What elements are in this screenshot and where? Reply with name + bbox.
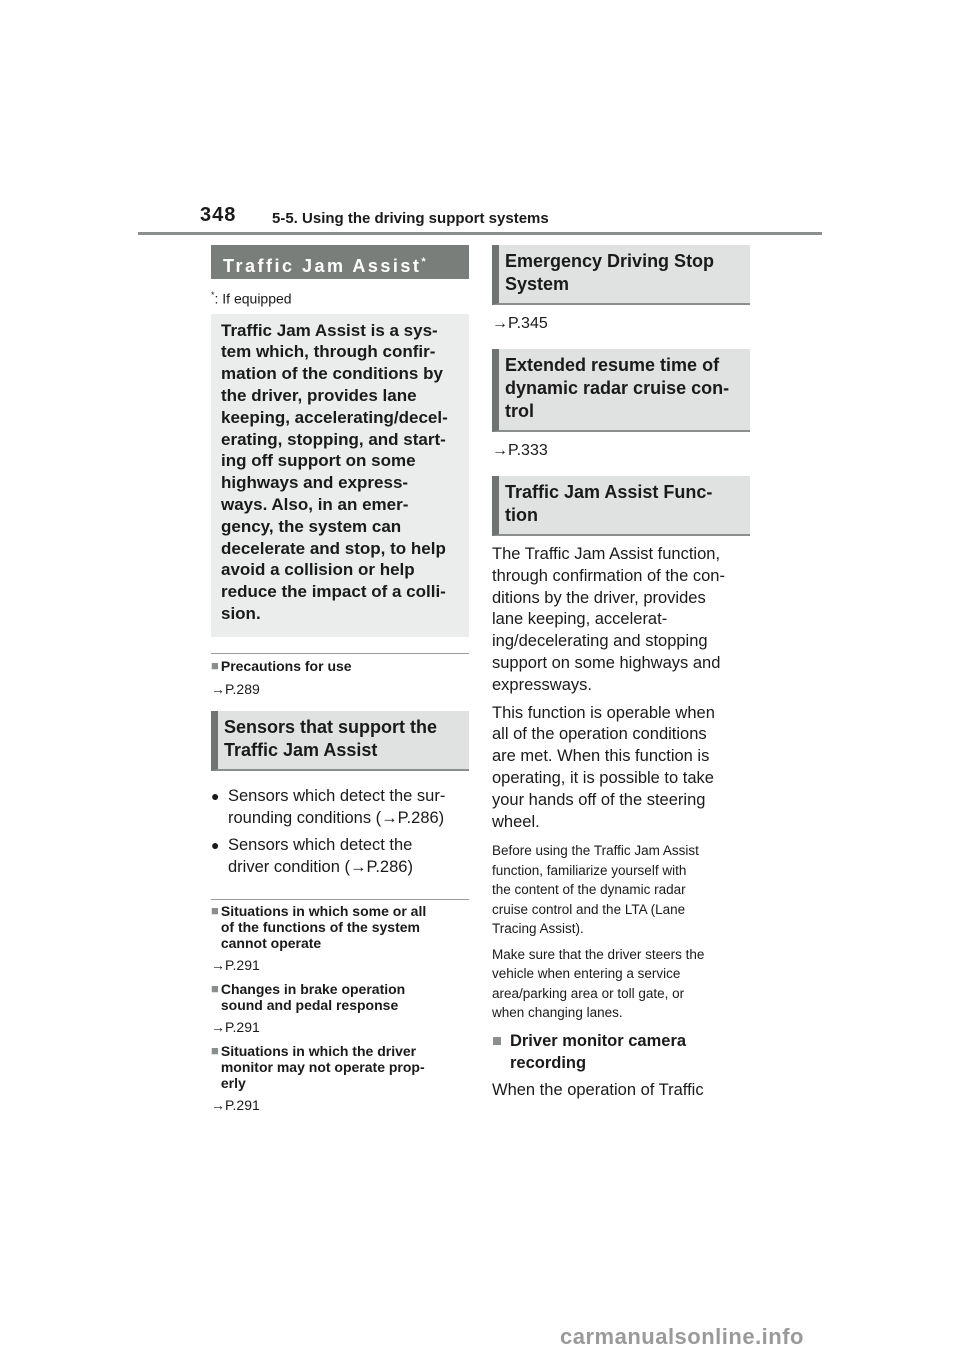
square-bullet-icon: ■ xyxy=(211,657,219,673)
situation-heading xyxy=(211,981,469,1013)
page-ref: P.333 xyxy=(508,442,548,459)
page-ref: P.291 xyxy=(225,1019,260,1035)
arrow-icon: → xyxy=(492,442,508,459)
bullet-item xyxy=(211,835,469,879)
situation-reference[interactable] xyxy=(211,1019,469,1035)
section-heading-traffic-jam-assist xyxy=(211,245,469,279)
situation-heading xyxy=(211,1043,469,1091)
situation-title: Situations in which the driver monitor may not operate prop- erly xyxy=(220,1043,425,1091)
precautions-reference[interactable] xyxy=(211,681,469,697)
heading-footnote-mark: * xyxy=(421,256,426,268)
right-column xyxy=(492,245,750,1102)
situation-title: Situations in which some or all of the functions of the system cannot operate xyxy=(220,903,427,951)
footnote-mark: * xyxy=(211,290,215,300)
bullet-text: Sensors which detect the driver condition (→P.286) xyxy=(228,836,413,877)
sub-heading-text: Driver monitor camera recording xyxy=(509,1031,687,1072)
divider xyxy=(211,899,469,900)
footnote-text: : If equipped xyxy=(214,290,292,307)
intro-box: Traffic Jam Assist is a sys- tem which, through confir- mation of the conditions by the driver, provides lane keeping, accelerating/decel- erating, stopping, and start- ing off support on some highways and express- ways. Also, in an emer- gency, the system can decelerate and stop, to help avoid a collision or help reduce the impact of a colli- sion. xyxy=(211,314,469,637)
situation-reference[interactable] xyxy=(211,957,469,973)
square-bullet-icon: ■ xyxy=(211,903,219,918)
note-text: Make sure that the driver steers the vehicle when entering a service area/parking area or toll gate, or when changing lanes. xyxy=(492,946,705,1021)
bullet-dot-icon: ● xyxy=(211,787,220,804)
bullet-item xyxy=(211,786,469,830)
note-text: Before using the Traffic Jam Assist function, familiarize yourself with the content of the dynamic radar cruise control and the LTA (Lane Tracing Assist). xyxy=(492,843,699,937)
header-rule xyxy=(138,232,822,235)
arrow-icon: → xyxy=(492,315,508,332)
page-ref: P.289 xyxy=(225,680,260,697)
square-bullet-icon: ■ xyxy=(211,1043,219,1058)
situation-heading xyxy=(211,903,469,951)
arrow-icon: → xyxy=(211,1097,225,1113)
page-ref: P.291 xyxy=(225,957,260,973)
paragraph: When the operation of Traffic xyxy=(492,1081,704,1100)
left-column xyxy=(211,245,469,1113)
paragraph: The Traffic Jam Assist function, through confirmation of the con- ditions by the driver, provides lane keeping, accelerat- ing/decelerating and stopping support on some highways and expressways. xyxy=(492,545,725,694)
extended-resume-reference[interactable] xyxy=(492,442,750,460)
chapter-title: 5-5. Using the driving support systems xyxy=(272,210,549,227)
footnote xyxy=(211,290,469,307)
page-ref: P.345 xyxy=(508,315,548,332)
bullet-text: Sensors which detect the sur- rounding conditions (→P.286) xyxy=(228,786,446,827)
page-ref: P.291 xyxy=(225,1097,260,1113)
page-number: 348 xyxy=(200,204,237,226)
square-bullet-icon: ■ xyxy=(492,1031,502,1050)
arrow-icon: → xyxy=(211,957,225,973)
bullet-dot-icon: ● xyxy=(211,837,220,854)
sensors-heading: Sensors that support the Traffic Jam Assist xyxy=(211,711,469,771)
situation-reference[interactable] xyxy=(211,1097,469,1113)
watermark: carmanualsonline.info xyxy=(560,1324,804,1349)
precautions-heading xyxy=(211,658,469,674)
precautions-title: Precautions for use xyxy=(220,657,352,674)
heading-text: Traffic Jam Assist xyxy=(223,256,422,276)
extended-resume-heading: Extended resume time of dynamic radar cruise con- trol xyxy=(492,349,750,432)
divider xyxy=(211,653,469,654)
situation-title: Changes in brake operation sound and pedal response xyxy=(220,981,406,1013)
square-bullet-icon: ■ xyxy=(211,981,219,996)
arrow-icon: → xyxy=(211,680,225,697)
arrow-icon: → xyxy=(211,1019,225,1035)
function-heading: Traffic Jam Assist Func- tion xyxy=(492,476,750,536)
emergency-stop-heading: Emergency Driving Stop System xyxy=(492,245,750,305)
driver-monitor-heading xyxy=(492,1031,750,1075)
paragraph: This function is operable when all of the operation conditions are met. When this function is operating, it is possible to take your hands off of the steering wheel. xyxy=(492,703,715,831)
emergency-stop-reference[interactable] xyxy=(492,315,750,333)
